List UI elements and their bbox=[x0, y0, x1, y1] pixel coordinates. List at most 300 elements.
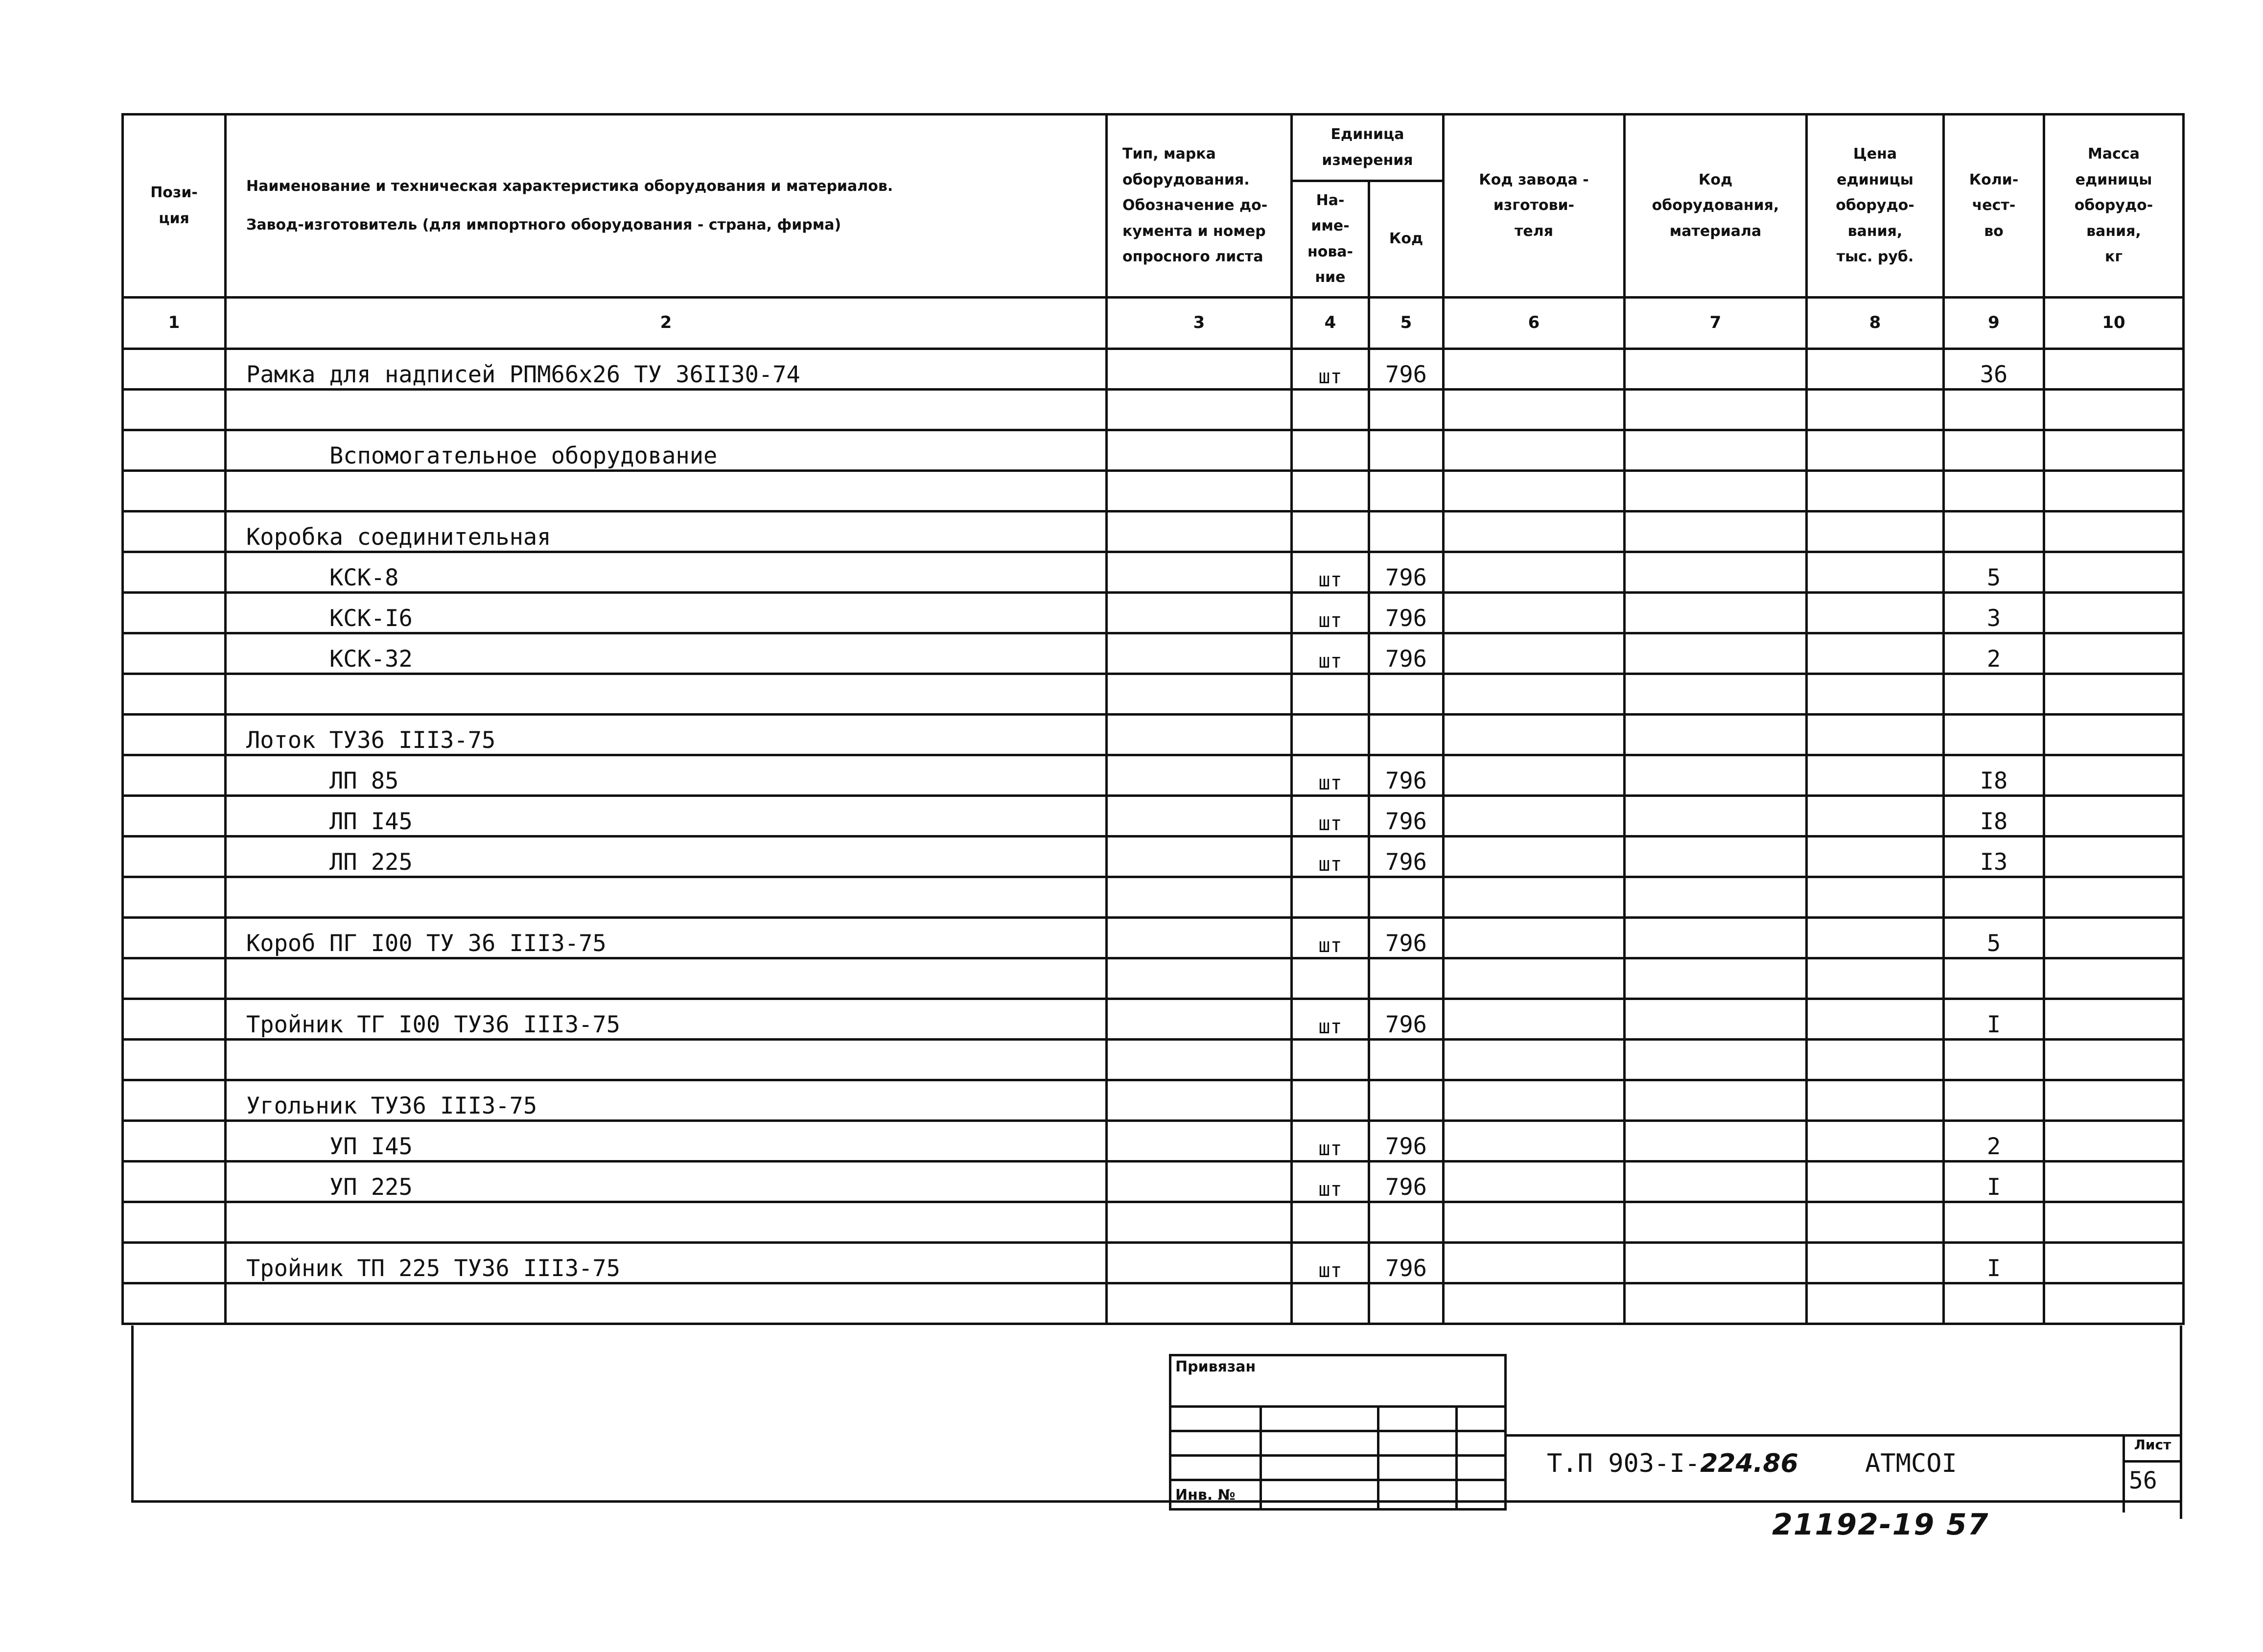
mass-cell bbox=[2044, 1040, 2184, 1080]
equipment-code-cell bbox=[1625, 349, 1807, 390]
quantity-cell: 36 bbox=[1944, 349, 2044, 390]
equipment-code-cell bbox=[1625, 1283, 1807, 1324]
table-row bbox=[123, 837, 2184, 877]
column-number: 10 bbox=[2044, 298, 2184, 349]
factory-code-cell bbox=[1444, 674, 1625, 715]
factory-code-cell bbox=[1444, 1202, 1625, 1243]
header-equipment-code: Код оборудования, материала bbox=[1625, 115, 1807, 298]
position-cell bbox=[123, 1162, 226, 1202]
mass-cell bbox=[2044, 1202, 2184, 1243]
price-cell bbox=[1807, 1283, 1944, 1324]
unit-code-cell: 796 bbox=[1369, 999, 1444, 1040]
type-cell bbox=[1107, 715, 1292, 755]
position-cell bbox=[123, 633, 226, 674]
price-cell bbox=[1807, 1162, 1944, 1202]
table-row bbox=[123, 1080, 2184, 1121]
table-row bbox=[123, 715, 2184, 755]
price-cell bbox=[1807, 390, 1944, 430]
column-number: 4 bbox=[1292, 298, 1369, 349]
type-cell bbox=[1107, 1202, 1292, 1243]
sheet-number: 56 bbox=[2129, 1467, 2157, 1494]
name-cell bbox=[226, 958, 1107, 999]
position-cell bbox=[123, 1243, 226, 1283]
unit-code-cell bbox=[1369, 958, 1444, 999]
header-price: Цена единицы оборудо- вания, тыс. руб. bbox=[1807, 115, 1944, 298]
price-cell bbox=[1807, 1202, 1944, 1243]
unit-name-cell: шт bbox=[1292, 552, 1369, 593]
unit-name-cell: шт bbox=[1292, 796, 1369, 837]
type-cell bbox=[1107, 755, 1292, 796]
name-cell: Тройник ТГ I00 ТУ36 III3-75 bbox=[226, 999, 1107, 1040]
table-row bbox=[123, 1121, 2184, 1162]
equipment-code-cell bbox=[1625, 430, 1807, 471]
sheet-label: Лист bbox=[2125, 1437, 2180, 1463]
unit-name-cell: шт bbox=[1292, 755, 1369, 796]
table-row bbox=[123, 430, 2184, 471]
mass-cell bbox=[2044, 349, 2184, 390]
type-cell bbox=[1107, 1121, 1292, 1162]
type-cell bbox=[1107, 1243, 1292, 1283]
column-number-row bbox=[123, 298, 2184, 349]
type-cell bbox=[1107, 512, 1292, 552]
quantity-cell bbox=[1944, 512, 2044, 552]
table-row bbox=[123, 390, 2184, 430]
equipment-code-cell bbox=[1625, 674, 1807, 715]
unit-name-cell bbox=[1292, 390, 1369, 430]
table-body bbox=[123, 349, 2184, 1324]
quantity-cell: 5 bbox=[1944, 552, 2044, 593]
factory-code-cell bbox=[1444, 390, 1625, 430]
unit-name-cell: шт bbox=[1292, 1121, 1369, 1162]
unit-code-cell: 796 bbox=[1369, 918, 1444, 958]
price-cell bbox=[1807, 796, 1944, 837]
column-number: 9 bbox=[1944, 298, 2044, 349]
type-cell bbox=[1107, 1283, 1292, 1324]
equipment-code-cell bbox=[1625, 755, 1807, 796]
price-cell bbox=[1807, 1080, 1944, 1121]
unit-code-cell: 796 bbox=[1369, 349, 1444, 390]
type-cell bbox=[1107, 471, 1292, 512]
factory-code-cell bbox=[1444, 593, 1625, 633]
price-cell bbox=[1807, 674, 1944, 715]
unit-name-cell: шт bbox=[1292, 918, 1369, 958]
factory-code-cell bbox=[1444, 877, 1625, 918]
equipment-code-cell bbox=[1625, 552, 1807, 593]
quantity-cell bbox=[1944, 958, 2044, 999]
table-row bbox=[123, 349, 2184, 390]
position-cell bbox=[123, 1202, 226, 1243]
price-cell bbox=[1807, 471, 1944, 512]
unit-code-cell: 796 bbox=[1369, 837, 1444, 877]
mass-cell bbox=[2044, 796, 2184, 837]
mass-cell bbox=[2044, 837, 2184, 877]
position-cell bbox=[123, 715, 226, 755]
document-mark: АТМСОI bbox=[1865, 1449, 1957, 1478]
quantity-cell: I bbox=[1944, 999, 2044, 1040]
unit-code-cell: 796 bbox=[1369, 1243, 1444, 1283]
mass-cell bbox=[2044, 755, 2184, 796]
mass-cell bbox=[2044, 958, 2184, 999]
position-cell bbox=[123, 999, 226, 1040]
quantity-cell bbox=[1944, 471, 2044, 512]
type-cell bbox=[1107, 1040, 1292, 1080]
position-cell bbox=[123, 512, 226, 552]
unit-code-cell bbox=[1369, 1283, 1444, 1324]
header-mass: Масса единицы оборудо- вания, кг bbox=[2044, 115, 2184, 298]
position-cell bbox=[123, 958, 226, 999]
equipment-code-cell bbox=[1625, 715, 1807, 755]
header-quantity: Коли- чест- во bbox=[1944, 115, 2044, 298]
unit-name-cell: шт bbox=[1292, 1243, 1369, 1283]
equipment-code-cell bbox=[1625, 1162, 1807, 1202]
table-row bbox=[123, 552, 2184, 593]
table-row bbox=[123, 877, 2184, 918]
type-cell bbox=[1107, 877, 1292, 918]
equipment-code-cell bbox=[1625, 1040, 1807, 1080]
unit-name-cell bbox=[1292, 715, 1369, 755]
mass-cell bbox=[2044, 715, 2184, 755]
header-unit-group: Единица измерения bbox=[1292, 115, 1444, 181]
name-cell: УП 225 bbox=[226, 1162, 1107, 1202]
approval-stamp bbox=[1169, 1354, 1507, 1511]
name-cell: Коробка соединительная bbox=[226, 512, 1107, 552]
header-unit-name: На- име- нова- ние bbox=[1292, 181, 1369, 298]
unit-name-cell bbox=[1292, 430, 1369, 471]
unit-code-cell bbox=[1369, 390, 1444, 430]
equipment-code-cell bbox=[1625, 918, 1807, 958]
position-cell bbox=[123, 755, 226, 796]
quantity-cell bbox=[1944, 390, 2044, 430]
type-cell bbox=[1107, 958, 1292, 999]
quantity-cell bbox=[1944, 674, 2044, 715]
price-cell bbox=[1807, 593, 1944, 633]
mass-cell bbox=[2044, 877, 2184, 918]
position-cell bbox=[123, 837, 226, 877]
name-cell: Короб ПГ I00 ТУ 36 III3-75 bbox=[226, 918, 1107, 958]
equipment-code-cell bbox=[1625, 593, 1807, 633]
column-number: 8 bbox=[1807, 298, 1944, 349]
mass-cell bbox=[2044, 1121, 2184, 1162]
price-cell bbox=[1807, 552, 1944, 593]
unit-name-cell bbox=[1292, 1040, 1369, 1080]
position-cell bbox=[123, 1040, 226, 1080]
price-cell bbox=[1807, 958, 1944, 999]
unit-code-cell bbox=[1369, 1080, 1444, 1121]
equipment-code-cell bbox=[1625, 390, 1807, 430]
quantity-cell: 5 bbox=[1944, 918, 2044, 958]
unit-name-cell: шт bbox=[1292, 593, 1369, 633]
factory-code-cell bbox=[1444, 1040, 1625, 1080]
type-cell bbox=[1107, 633, 1292, 674]
unit-code-cell bbox=[1369, 471, 1444, 512]
price-cell bbox=[1807, 633, 1944, 674]
quantity-cell: I bbox=[1944, 1243, 2044, 1283]
type-cell bbox=[1107, 837, 1292, 877]
column-number: 1 bbox=[123, 298, 226, 349]
table-row bbox=[123, 958, 2184, 999]
factory-code-cell bbox=[1444, 999, 1625, 1040]
price-cell bbox=[1807, 430, 1944, 471]
price-cell bbox=[1807, 918, 1944, 958]
header-unit-code: Код bbox=[1369, 181, 1444, 298]
equipment-code-cell bbox=[1625, 1202, 1807, 1243]
name-cell: Вспомогательное оборудование bbox=[226, 430, 1107, 471]
mass-cell bbox=[2044, 512, 2184, 552]
position-cell bbox=[123, 593, 226, 633]
price-cell bbox=[1807, 1121, 1944, 1162]
sheet-number-box bbox=[2123, 1434, 2180, 1512]
table-row bbox=[123, 593, 2184, 633]
type-cell bbox=[1107, 552, 1292, 593]
price-cell bbox=[1807, 999, 1944, 1040]
unit-code-cell: 796 bbox=[1369, 796, 1444, 837]
unit-code-cell bbox=[1369, 674, 1444, 715]
document-code: Т.П 903-I-224.86 bbox=[1547, 1449, 1798, 1478]
name-cell bbox=[226, 1202, 1107, 1243]
type-cell bbox=[1107, 999, 1292, 1040]
unit-code-cell bbox=[1369, 877, 1444, 918]
quantity-cell bbox=[1944, 1283, 2044, 1324]
unit-code-cell: 796 bbox=[1369, 593, 1444, 633]
price-cell bbox=[1807, 1040, 1944, 1080]
price-cell bbox=[1807, 755, 1944, 796]
unit-code-cell bbox=[1369, 430, 1444, 471]
handwritten-code: 224.86 bbox=[1700, 1449, 1798, 1478]
factory-code-cell bbox=[1444, 755, 1625, 796]
factory-code-cell bbox=[1444, 1243, 1625, 1283]
stamp-inventory-label: Инв. № bbox=[1175, 1487, 1236, 1504]
unit-code-cell: 796 bbox=[1369, 552, 1444, 593]
factory-code-cell bbox=[1444, 512, 1625, 552]
quantity-cell: I bbox=[1944, 1162, 2044, 1202]
equipment-code-cell bbox=[1625, 796, 1807, 837]
table-row bbox=[123, 512, 2184, 552]
type-cell bbox=[1107, 593, 1292, 633]
type-cell bbox=[1107, 918, 1292, 958]
unit-code-cell bbox=[1369, 512, 1444, 552]
name-cell bbox=[226, 471, 1107, 512]
unit-code-cell: 796 bbox=[1369, 755, 1444, 796]
table-row bbox=[123, 471, 2184, 512]
position-cell bbox=[123, 1080, 226, 1121]
stamp-attached-label: Привязан bbox=[1175, 1358, 1256, 1375]
factory-code-cell bbox=[1444, 1121, 1625, 1162]
factory-code-cell bbox=[1444, 715, 1625, 755]
mass-cell bbox=[2044, 1080, 2184, 1121]
factory-code-cell bbox=[1444, 958, 1625, 999]
header-type: Тип, марка оборудования. Обозначение до- кумента и номер опросного листа bbox=[1107, 115, 1292, 298]
equipment-code-cell bbox=[1625, 877, 1807, 918]
equipment-code-cell bbox=[1625, 1080, 1807, 1121]
name-cell: Лоток ТУ36 III3-75 bbox=[226, 715, 1107, 755]
mass-cell bbox=[2044, 471, 2184, 512]
unit-name-cell bbox=[1292, 877, 1369, 918]
unit-name-cell bbox=[1292, 1202, 1369, 1243]
mass-cell bbox=[2044, 1243, 2184, 1283]
name-cell: Угольник ТУ36 III3-75 bbox=[226, 1080, 1107, 1121]
table-row bbox=[123, 633, 2184, 674]
equipment-code-cell bbox=[1625, 633, 1807, 674]
mass-cell bbox=[2044, 1162, 2184, 1202]
header-position: Пози- ция bbox=[123, 115, 226, 298]
table-row bbox=[123, 1283, 2184, 1324]
table-row bbox=[123, 918, 2184, 958]
table-header bbox=[123, 115, 2184, 349]
unit-name-cell bbox=[1292, 674, 1369, 715]
factory-code-cell bbox=[1444, 1283, 1625, 1324]
quantity-cell: I8 bbox=[1944, 796, 2044, 837]
name-cell: КСК-I6 bbox=[226, 593, 1107, 633]
type-cell bbox=[1107, 430, 1292, 471]
specification-table bbox=[121, 113, 2185, 1325]
mass-cell bbox=[2044, 1283, 2184, 1324]
factory-code-cell bbox=[1444, 918, 1625, 958]
name-cell: ЛП 225 bbox=[226, 837, 1107, 877]
table-row bbox=[123, 796, 2184, 837]
mass-cell bbox=[2044, 633, 2184, 674]
unit-code-cell bbox=[1369, 1040, 1444, 1080]
archive-number: 21192-19 57 bbox=[1772, 1508, 1989, 1542]
unit-name-cell: шт bbox=[1292, 633, 1369, 674]
equipment-code-cell bbox=[1625, 1243, 1807, 1283]
equipment-code-cell bbox=[1625, 512, 1807, 552]
position-cell bbox=[123, 918, 226, 958]
unit-code-cell: 796 bbox=[1369, 633, 1444, 674]
unit-code-cell: 796 bbox=[1369, 1121, 1444, 1162]
equipment-code-cell bbox=[1625, 837, 1807, 877]
name-cell: Рамка для надписей РПМ66х26 ТУ 36II30-74 bbox=[226, 349, 1107, 390]
factory-code-cell bbox=[1444, 1080, 1625, 1121]
unit-name-cell: шт bbox=[1292, 837, 1369, 877]
mass-cell bbox=[2044, 552, 2184, 593]
name-cell: ЛП I45 bbox=[226, 796, 1107, 837]
factory-code-cell bbox=[1444, 796, 1625, 837]
frame-bottom-line bbox=[131, 1500, 2182, 1503]
frame-left-line bbox=[131, 1326, 134, 1502]
position-cell bbox=[123, 1121, 226, 1162]
unit-name-cell: шт bbox=[1292, 999, 1369, 1040]
position-cell bbox=[123, 430, 226, 471]
position-cell bbox=[123, 349, 226, 390]
factory-code-cell bbox=[1444, 1162, 1625, 1202]
position-cell bbox=[123, 1283, 226, 1324]
type-cell bbox=[1107, 796, 1292, 837]
table-row bbox=[123, 999, 2184, 1040]
unit-code-cell bbox=[1369, 1202, 1444, 1243]
table-row bbox=[123, 1202, 2184, 1243]
type-cell bbox=[1107, 1080, 1292, 1121]
column-number: 6 bbox=[1444, 298, 1625, 349]
column-number: 5 bbox=[1369, 298, 1444, 349]
quantity-cell bbox=[1944, 1080, 2044, 1121]
quantity-cell bbox=[1944, 715, 2044, 755]
table-row bbox=[123, 1243, 2184, 1283]
name-cell bbox=[226, 390, 1107, 430]
factory-code-cell bbox=[1444, 349, 1625, 390]
quantity-cell: 2 bbox=[1944, 633, 2044, 674]
name-cell bbox=[226, 1040, 1107, 1080]
quantity-cell bbox=[1944, 1202, 2044, 1243]
type-cell bbox=[1107, 390, 1292, 430]
header-factory-code: Код завода - изготови- теля bbox=[1444, 115, 1625, 298]
name-cell: УП I45 bbox=[226, 1121, 1107, 1162]
equipment-code-cell bbox=[1625, 958, 1807, 999]
factory-code-cell bbox=[1444, 471, 1625, 512]
header-name: Наименование и техническая характеристика оборудования и материалов. Завод-изготовитель (для импортного оборудования - страна, фирма) bbox=[226, 115, 1107, 298]
equipment-code-cell bbox=[1625, 1121, 1807, 1162]
quantity-cell bbox=[1944, 1040, 2044, 1080]
quantity-cell bbox=[1944, 877, 2044, 918]
unit-name-cell bbox=[1292, 1283, 1369, 1324]
name-cell bbox=[226, 877, 1107, 918]
price-cell bbox=[1807, 512, 1944, 552]
mass-cell bbox=[2044, 999, 2184, 1040]
position-cell bbox=[123, 674, 226, 715]
mass-cell bbox=[2044, 674, 2184, 715]
name-cell: Тройник ТП 225 ТУ36 III3-75 bbox=[226, 1243, 1107, 1283]
price-cell bbox=[1807, 877, 1944, 918]
unit-code-cell: 796 bbox=[1369, 1162, 1444, 1202]
name-cell: ЛП 85 bbox=[226, 755, 1107, 796]
unit-name-cell bbox=[1292, 471, 1369, 512]
unit-name-cell: шт bbox=[1292, 1162, 1369, 1202]
mass-cell bbox=[2044, 390, 2184, 430]
table-row bbox=[123, 755, 2184, 796]
mass-cell bbox=[2044, 430, 2184, 471]
column-number: 2 bbox=[226, 298, 1107, 349]
position-cell bbox=[123, 796, 226, 837]
unit-code-cell bbox=[1369, 715, 1444, 755]
factory-code-cell bbox=[1444, 633, 1625, 674]
position-cell bbox=[123, 471, 226, 512]
price-cell bbox=[1807, 1243, 1944, 1283]
equipment-code-cell bbox=[1625, 999, 1807, 1040]
type-cell bbox=[1107, 349, 1292, 390]
price-cell bbox=[1807, 837, 1944, 877]
name-cell: КСК-8 bbox=[226, 552, 1107, 593]
mass-cell bbox=[2044, 593, 2184, 633]
quantity-cell bbox=[1944, 430, 2044, 471]
unit-name-cell bbox=[1292, 512, 1369, 552]
table-row bbox=[123, 674, 2184, 715]
unit-name-cell bbox=[1292, 1080, 1369, 1121]
position-cell bbox=[123, 390, 226, 430]
quantity-cell: 3 bbox=[1944, 593, 2044, 633]
quantity-cell: I8 bbox=[1944, 755, 2044, 796]
factory-code-cell bbox=[1444, 552, 1625, 593]
column-number: 7 bbox=[1625, 298, 1807, 349]
factory-code-cell bbox=[1444, 430, 1625, 471]
name-cell: КСК-32 bbox=[226, 633, 1107, 674]
table-row bbox=[123, 1162, 2184, 1202]
position-cell bbox=[123, 552, 226, 593]
unit-name-cell: шт bbox=[1292, 349, 1369, 390]
equipment-code-cell bbox=[1625, 471, 1807, 512]
frame-title-line bbox=[1507, 1434, 2182, 1437]
table-row bbox=[123, 1040, 2184, 1080]
factory-code-cell bbox=[1444, 837, 1625, 877]
name-cell bbox=[226, 1283, 1107, 1324]
quantity-cell: 2 bbox=[1944, 1121, 2044, 1162]
price-cell bbox=[1807, 349, 1944, 390]
mass-cell bbox=[2044, 918, 2184, 958]
type-cell bbox=[1107, 674, 1292, 715]
quantity-cell: I3 bbox=[1944, 837, 2044, 877]
unit-name-cell bbox=[1292, 958, 1369, 999]
name-cell bbox=[226, 674, 1107, 715]
price-cell bbox=[1807, 715, 1944, 755]
column-number: 3 bbox=[1107, 298, 1292, 349]
